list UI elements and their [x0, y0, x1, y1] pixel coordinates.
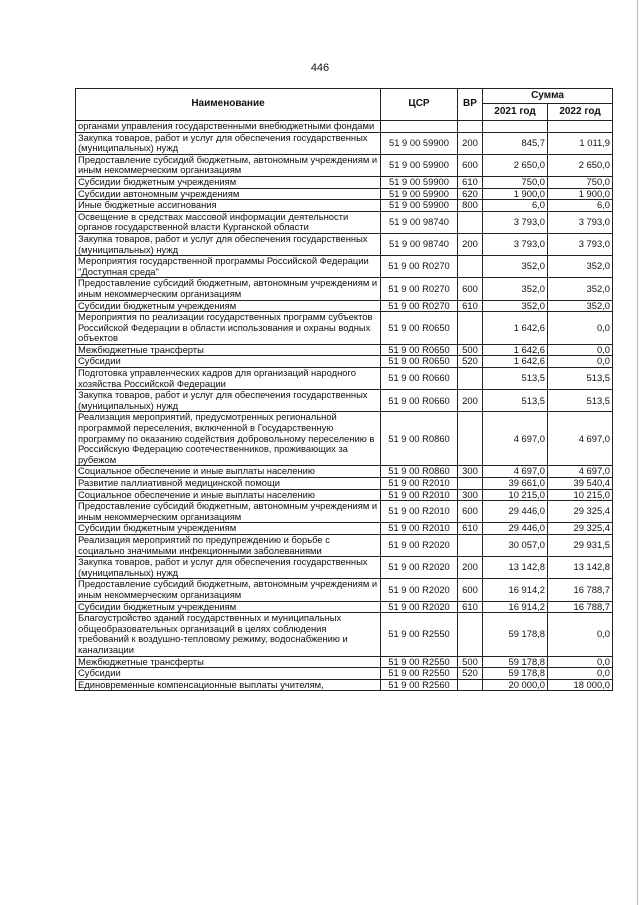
cell-name: Предоставление субсидий бюджетным, автономным учреждениям и иным некоммерческим организациям	[76, 154, 381, 176]
cell-sum-2022: 513,5	[548, 390, 613, 412]
cell-csr: 51 9 00 R2550	[381, 613, 458, 656]
cell-sum-2021: 1 642,6	[483, 344, 548, 356]
cell-sum-2021	[483, 121, 548, 133]
cell-sum-2022: 16 788,7	[548, 601, 613, 613]
cell-name: Социальное обеспечение и иные выплаты населению	[76, 489, 381, 501]
cell-sum-2021: 59 178,8	[483, 656, 548, 668]
cell-sum-2022: 750,0	[548, 176, 613, 188]
cell-vr: 500	[458, 656, 483, 668]
cell-name: Единовременные компенсационные выплаты учителям,	[76, 679, 381, 691]
cell-vr: 620	[458, 188, 483, 200]
cell-name: Иные бюджетные ассигнования	[76, 200, 381, 212]
cell-sum-2022: 6,0	[548, 200, 613, 212]
cell-sum-2022: 13 142,8	[548, 557, 613, 579]
cell-csr: 51 9 00 R2010	[381, 523, 458, 535]
cell-sum-2021: 1 642,6	[483, 356, 548, 368]
table-row	[76, 344, 613, 356]
table-row	[76, 557, 613, 579]
cell-sum-2022: 0,0	[548, 356, 613, 368]
cell-csr: 51 9 00 R0860	[381, 466, 458, 478]
cell-name: органами управления государственными внебюджетными фондами	[76, 121, 381, 133]
cell-sum-2022: 352,0	[548, 278, 613, 300]
table-row	[76, 478, 613, 490]
cell-csr: 51 9 00 59900	[381, 188, 458, 200]
table-row	[76, 534, 613, 556]
cell-vr: 610	[458, 176, 483, 188]
table-row	[76, 188, 613, 200]
cell-sum-2021: 29 446,0	[483, 501, 548, 523]
cell-vr	[458, 679, 483, 691]
cell-csr: 51 9 00 R0270	[381, 278, 458, 300]
cell-vr	[458, 534, 483, 556]
cell-csr: 51 9 00 R0270	[381, 256, 458, 278]
cell-sum-2022: 0,0	[548, 312, 613, 345]
cell-csr: 51 9 00 R2020	[381, 557, 458, 579]
cell-csr: 51 9 00 R2550	[381, 668, 458, 680]
cell-vr	[458, 121, 483, 133]
cell-sum-2021: 352,0	[483, 256, 548, 278]
cell-sum-2021: 1 642,6	[483, 312, 548, 345]
cell-csr: 51 9 00 98740	[381, 211, 458, 233]
cell-name: Субсидии	[76, 668, 381, 680]
cell-vr: 600	[458, 579, 483, 601]
cell-name: Субсидии бюджетным учреждениям	[76, 523, 381, 535]
cell-sum-2022: 10 215,0	[548, 489, 613, 501]
cell-csr: 51 9 00 59900	[381, 176, 458, 188]
table-row	[76, 256, 613, 278]
table-row	[76, 132, 613, 154]
header-year-2022: 2022 год	[548, 104, 613, 121]
header-sum: Сумма	[483, 89, 613, 104]
header-year-2021: 2021 год	[483, 104, 548, 121]
cell-name: Субсидии	[76, 356, 381, 368]
table-row	[76, 233, 613, 255]
cell-name: Подготовка управленческих кадров для организаций народного хозяйства Российской Федерации	[76, 368, 381, 390]
cell-sum-2021: 20 000,0	[483, 679, 548, 691]
table-row	[76, 368, 613, 390]
cell-sum-2022: 18 000,0	[548, 679, 613, 691]
cell-csr: 51 9 00 R2010	[381, 501, 458, 523]
cell-sum-2021: 845,7	[483, 132, 548, 154]
cell-vr: 300	[458, 489, 483, 501]
cell-sum-2022: 29 325,4	[548, 523, 613, 535]
cell-vr: 800	[458, 200, 483, 212]
cell-sum-2022: 1 011,9	[548, 132, 613, 154]
table-row	[76, 211, 613, 233]
cell-name: Мероприятия по реализации государственных программ субъектов Российской Федерации в области использования и охраны водных объектов	[76, 312, 381, 345]
cell-vr	[458, 312, 483, 345]
cell-name: Предоставление субсидий бюджетным, автономным учреждениям и иным некоммерческим организациям	[76, 501, 381, 523]
cell-sum-2022: 0,0	[548, 668, 613, 680]
cell-vr: 500	[458, 344, 483, 356]
cell-sum-2021: 1 900,0	[483, 188, 548, 200]
cell-csr: 51 9 00 R0270	[381, 300, 458, 312]
cell-csr: 51 9 00 R2010	[381, 478, 458, 490]
table-row	[76, 579, 613, 601]
cell-csr	[381, 121, 458, 133]
budget-table	[75, 88, 613, 691]
cell-vr: 600	[458, 501, 483, 523]
cell-name: Субсидии автономным учреждениям	[76, 188, 381, 200]
table-row	[76, 613, 613, 656]
table-row	[76, 668, 613, 680]
cell-name: Межбюджетные трансферты	[76, 656, 381, 668]
cell-csr: 51 9 00 R0660	[381, 390, 458, 412]
cell-sum-2022: 352,0	[548, 256, 613, 278]
cell-vr: 200	[458, 132, 483, 154]
cell-name: Субсидии бюджетным учреждениям	[76, 300, 381, 312]
table-row	[76, 523, 613, 535]
cell-sum-2022: 0,0	[548, 656, 613, 668]
cell-sum-2022: 29 325,4	[548, 501, 613, 523]
cell-sum-2022: 2 650,0	[548, 154, 613, 176]
cell-vr	[458, 256, 483, 278]
cell-csr: 51 9 00 59900	[381, 132, 458, 154]
cell-sum-2021: 30 057,0	[483, 534, 548, 556]
table-row	[76, 176, 613, 188]
table-row	[76, 489, 613, 501]
cell-vr: 610	[458, 601, 483, 613]
cell-csr: 51 9 00 59900	[381, 200, 458, 212]
cell-name: Субсидии бюджетным учреждениям	[76, 176, 381, 188]
cell-name: Реализация мероприятий, предусмотренных региональной программой переселения, включенной в Государственную программу по оказанию содействия добровольному переселению в Российскую Федерацию соотечественников, проживающих за рубежом	[76, 412, 381, 466]
cell-name: Закупка товаров, работ и услуг для обеспечения государственных (муниципальных) нужд	[76, 233, 381, 255]
header-vr: ВР	[458, 89, 483, 121]
cell-sum-2021: 352,0	[483, 278, 548, 300]
cell-sum-2021: 3 793,0	[483, 211, 548, 233]
table-row	[76, 501, 613, 523]
cell-csr: 51 9 00 R2020	[381, 601, 458, 613]
cell-vr	[458, 412, 483, 466]
cell-sum-2022	[548, 121, 613, 133]
cell-sum-2021: 4 697,0	[483, 412, 548, 466]
table-row	[76, 278, 613, 300]
cell-csr: 51 9 00 R0650	[381, 356, 458, 368]
cell-name: Закупка товаров, работ и услуг для обеспечения государственных (муниципальных) нужд	[76, 390, 381, 412]
cell-name: Предоставление субсидий бюджетным, автономным учреждениям и иным некоммерческим организациям	[76, 579, 381, 601]
scan-edge	[637, 0, 638, 905]
cell-sum-2022: 513,5	[548, 368, 613, 390]
header-name: Наименование	[76, 89, 381, 121]
cell-sum-2022: 3 793,0	[548, 211, 613, 233]
cell-vr: 520	[458, 356, 483, 368]
cell-sum-2021: 6,0	[483, 200, 548, 212]
table-row	[76, 601, 613, 613]
cell-sum-2021: 352,0	[483, 300, 548, 312]
cell-name: Реализация мероприятий по предупреждению и борьбе с социально значимыми инфекционными заболеваниями	[76, 534, 381, 556]
cell-vr	[458, 368, 483, 390]
cell-name: Благоустройство зданий государственных и муниципальных общеобразовательных организаций в целях соблюдения требований к воздушно-тепловому режиму, водоснабжению и канализации	[76, 613, 381, 656]
cell-sum-2021: 513,5	[483, 368, 548, 390]
cell-name: Освещение в средствах массовой информации деятельности органов государственной власти Курганской области	[76, 211, 381, 233]
cell-sum-2021: 59 178,8	[483, 613, 548, 656]
cell-csr: 51 9 00 R0650	[381, 312, 458, 345]
cell-vr: 610	[458, 523, 483, 535]
cell-name: Предоставление субсидий бюджетным, автономным учреждениям и иным некоммерческим организациям	[76, 278, 381, 300]
table-row	[76, 466, 613, 478]
page-number: 446	[310, 62, 330, 74]
cell-sum-2021: 513,5	[483, 390, 548, 412]
cell-sum-2022: 0,0	[548, 344, 613, 356]
cell-sum-2022: 3 793,0	[548, 233, 613, 255]
cell-sum-2022: 1 900,0	[548, 188, 613, 200]
cell-name: Межбюджетные трансферты	[76, 344, 381, 356]
cell-sum-2022: 352,0	[548, 300, 613, 312]
cell-sum-2021: 750,0	[483, 176, 548, 188]
cell-name: Закупка товаров, работ и услуг для обеспечения государственных (муниципальных) нужд	[76, 557, 381, 579]
cell-csr: 51 9 00 R2010	[381, 489, 458, 501]
cell-vr	[458, 613, 483, 656]
cell-csr: 51 9 00 R0650	[381, 344, 458, 356]
cell-csr: 51 9 00 R0660	[381, 368, 458, 390]
table-row	[76, 656, 613, 668]
table-row	[76, 154, 613, 176]
table-row	[76, 312, 613, 345]
cell-vr: 610	[458, 300, 483, 312]
cell-name: Субсидии бюджетным учреждениям	[76, 601, 381, 613]
cell-sum-2021: 29 446,0	[483, 523, 548, 535]
table-row	[76, 300, 613, 312]
cell-name: Закупка товаров, работ и услуг для обеспечения государственных (муниципальных) нужд	[76, 132, 381, 154]
cell-sum-2022: 39 540,4	[548, 478, 613, 490]
cell-sum-2021: 16 914,2	[483, 601, 548, 613]
table-row	[76, 200, 613, 212]
cell-vr: 520	[458, 668, 483, 680]
table-row	[76, 121, 613, 133]
cell-name: Социальное обеспечение и иные выплаты населению	[76, 466, 381, 478]
cell-sum-2022: 0,0	[548, 613, 613, 656]
cell-vr	[458, 211, 483, 233]
cell-sum-2021: 2 650,0	[483, 154, 548, 176]
cell-vr: 200	[458, 557, 483, 579]
cell-sum-2021: 4 697,0	[483, 466, 548, 478]
table-row	[76, 356, 613, 368]
cell-vr: 600	[458, 278, 483, 300]
cell-sum-2022: 4 697,0	[548, 466, 613, 478]
cell-csr: 51 9 00 R0860	[381, 412, 458, 466]
cell-csr: 51 9 00 R2550	[381, 656, 458, 668]
cell-csr: 51 9 00 R2020	[381, 579, 458, 601]
table-row	[76, 412, 613, 466]
cell-sum-2021: 39 661,0	[483, 478, 548, 490]
cell-csr: 51 9 00 59900	[381, 154, 458, 176]
cell-vr	[458, 478, 483, 490]
cell-csr: 51 9 00 98740	[381, 233, 458, 255]
cell-sum-2021: 3 793,0	[483, 233, 548, 255]
cell-sum-2022: 16 788,7	[548, 579, 613, 601]
cell-vr: 200	[458, 390, 483, 412]
cell-sum-2021: 13 142,8	[483, 557, 548, 579]
cell-csr: 51 9 00 R2020	[381, 534, 458, 556]
cell-vr: 600	[458, 154, 483, 176]
table-body	[76, 121, 613, 691]
cell-name: Мероприятия государственной программы Российской Федерации "Доступная среда"	[76, 256, 381, 278]
cell-vr: 300	[458, 466, 483, 478]
cell-sum-2021: 59 178,8	[483, 668, 548, 680]
cell-sum-2022: 29 931,5	[548, 534, 613, 556]
header-csr: ЦСР	[381, 89, 458, 121]
cell-sum-2021: 10 215,0	[483, 489, 548, 501]
cell-csr: 51 9 00 R2560	[381, 679, 458, 691]
cell-sum-2021: 16 914,2	[483, 579, 548, 601]
cell-name: Развитие паллиативной медицинской помощи	[76, 478, 381, 490]
cell-sum-2022: 4 697,0	[548, 412, 613, 466]
table-row	[76, 390, 613, 412]
cell-vr: 200	[458, 233, 483, 255]
table-row	[76, 679, 613, 691]
